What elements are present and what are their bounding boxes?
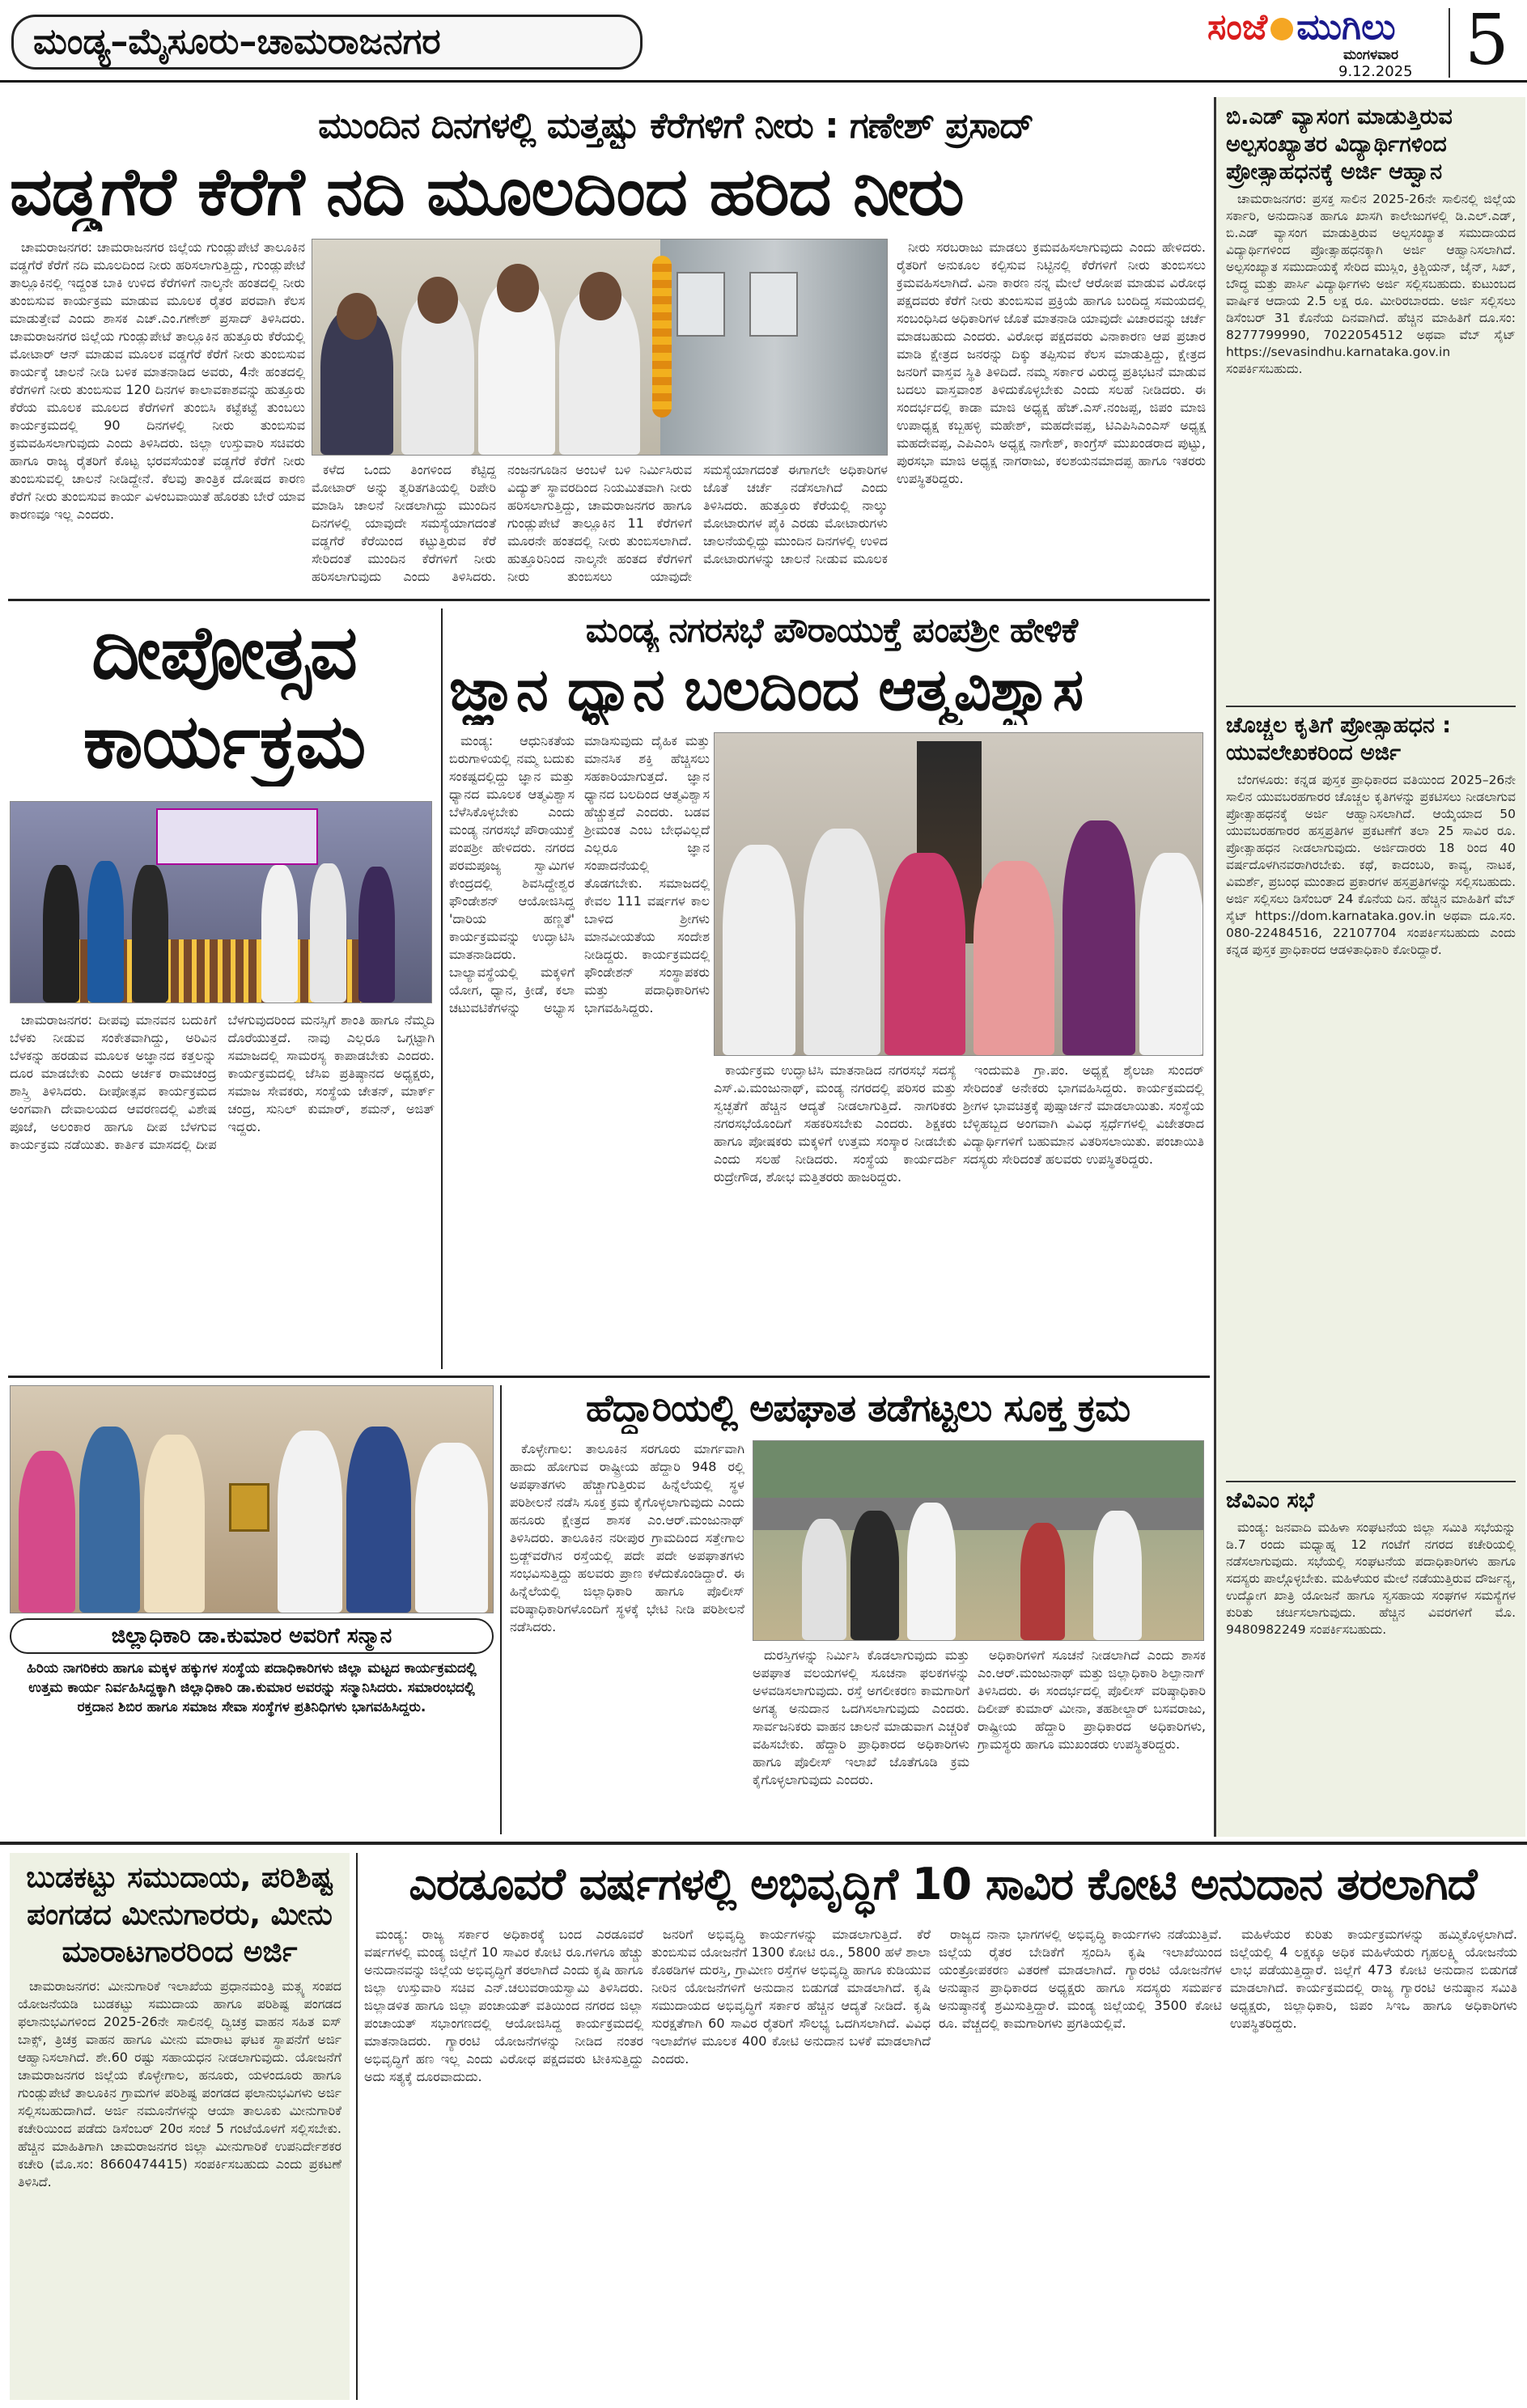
person — [723, 845, 795, 1055]
story2-headline: ದೀಪೋತ್ಸವ ಕಾರ್ಯಕ್ರಮ — [83, 609, 366, 785]
person — [973, 861, 1054, 1055]
issue-date: 9.12.2025 — [1338, 63, 1413, 80]
story1-kicker: ಮುಂದಿನ ದಿನಗಳಲ್ಲಿ ಮತ್ತಷ್ಟು ಕೆರೆಗಳಿಗೆ ನೀರು : ಗಣೇಶ್ ಪ್ರಸಾದ್ — [318, 105, 1033, 146]
person-head — [337, 293, 377, 340]
person — [415, 1443, 488, 1613]
story5-col3: ಅಧಿಕಾರಿಗಳಿಗೆ ಸೂಚನೆ ನೀಡಲಾಗಿದೆ ಎಂದು ಶಾಸಕ ಎಂ.ಆರ್.ಮಂಜುನಾಥ್ ಮತ್ತು ಜಿಲ್ಲಾಧಿಕಾರಿ ಶಿಲ್ಪಾನಾಗ್ ತಿಳಿಸಿದರು. ಈ ಸಂದರ್ಭದಲ್ಲಿ ಪೊಲೀಸ್ ವರಿಷ್ಠಾಧಿಕಾರಿ ದಿಲೀಪ್ ಕುಮಾರ್ ಮೀನಾ, ತಹಶೀಲ್ದಾರ್ ಬಸವರಾಜು, ರಾಷ್ಟ್ರೀಯ ಹೆದ್ದಾರಿ ಪ್ರಾಧಿಕಾರದ ಅಧಿಕಾರಿಗಳು, ಗ್ರಾಮಸ್ಥರು ಹಾಗೂ ಮುಖಂಡರು ಉಪಸ್ಥಿತರಿದ್ದರು. — [978, 1647, 1206, 1752]
divider — [356, 1853, 358, 2400]
story7-c4: ಮಹಿಳೆಯರ ಕುರಿತು ಕಾರ್ಯಕ್ರಮಗಳನ್ನು ಹಮ್ಮಿಕೊಳ್ಳಲಾಗಿದೆ. ಜಿಲ್ಲೆಯಲ್ಲಿ 4 ಲಕ್ಷಕ್ಕೂ ಅಧಿಕ ಮಹಿಳೆಯರು ಗೃಹಲಕ್ಷ್ಮಿ ಯೋಜನೆಯ ಲಾಭ ಪಡೆಯುತ್ತಿದ್ದಾರೆ. ಜಿಲ್ಲೆಗೆ 473 ಕೋಟಿ ಅನುದಾನ ಬಿಡುಗಡೆ ಮಾಡಲಾಗಿದೆ. ಕಾರ್ಯಕ್ರಮದಲ್ಲಿ ರಾಜ್ಯ ಗ್ಯಾರಂಟಿ ಅನುಷ್ಠಾನ ಸಮಿತಿ ಅಧ್ಯಕ್ಷರು, ಜಿಲ್ಲಾಧಿಕಾರಿ, ಜಿಪಂ ಸಿಇಒ ಹಾಗೂ ಅಧಿಕಾರಿಗಳು ಉಪಸ್ಥಿತರಿದ್ದರು. — [1230, 1927, 1517, 2031]
person — [804, 829, 880, 1055]
person — [87, 861, 124, 1003]
page-number: 5 — [1465, 0, 1509, 81]
story1-photo — [312, 239, 888, 456]
story3-col-left: ಮಂಡ್ಯ: ಆಧುನಿಕತೆಯ ಬಿರುಗಾಳಿಯಲ್ಲಿ ನಮ್ಮ ಬದುಕು ಸಂಕಷ್ಟದಲ್ಲಿದ್ದು ಜ್ಞಾನ ಮತ್ತು ಧ್ಯಾನದ ಮೂಲಕ ಆತ್ಮವಿಶ್ವಾಸ ಬೆಳೆಸಿಕೊಳ್ಳಬೇಕು ಎಂದು ಮಂಡ್ಯ ನಗರಸಭೆ ಪೌರಾಯುಕ್ತೆ ಪಂಪಶ್ರೀ ಹೇಳಿದರು. ನಗರದ ಪರಮಪೂಜ್ಯ ಸ್ವಾಮಿಗಳ ಕೇಂದ್ರದಲ್ಲಿ ಶಿವಸಿದ್ದೇಶ್ವರ ಫೌಂಡೇಶನ್ ಆಯೋಜಿಸಿದ್ದ 'ದಾರಿಯ ಹಣ್ಣತೆ' ಕಾರ್ಯಕ್ರಮವನ್ನು ಉದ್ಘಾಟಿಸಿ ಮಾತನಾಡಿದರು. ಬಾಲ್ಯಾವಸ್ಥೆಯಲ್ಲಿ ಮಕ್ಕಳಿಗೆ ಯೋಗ, ಧ್ಯಾನ, ಕ್ರೀಡೆ, ಕಲಾ ಚಟುವಟಿಕೆಗಳನ್ನು ಅಭ್ಯಾಸ ಮಾಡಿಸುವುದು ದೈಹಿಕ ಮತ್ತು ಮಾನಸಿಕ ಶಕ್ತಿ ಹೆಚ್ಚಿಸಲು ಸಹಕಾರಿಯಾಗುತ್ತದೆ. ಜ್ಞಾನ ಧ್ಯಾನದ ಬಲದಿಂದ ಆತ್ಮವಿಶ್ವಾಸ ಹೆಚ್ಚುತ್ತದೆ ಎಂದರು. ಬಡವ ಶ್ರೀಮಂತ ಎಂಬ ಬೇಧವಿಲ್ಲದೆ ಎಲ್ಲರೂ ಜ್ಞಾನ ಸಂಪಾದನೆಯಲ್ಲಿ ತೊಡಗಬೇಕು. ಸಮಾಜದಲ್ಲಿ ಕೇವಲ 111 ವರ್ಷಗಳ ಕಾಲ ಬಾಳಿದ ಶ್ರೀಗಳು ಮಾನವೀಯತೆಯ ಸಂದೇಶ ನೀಡಿದ್ದರು. ಕಾರ್ಯಕ್ರಮದಲ್ಲಿ ಫೌಂಡೇಶನ್ ಸಂಸ್ಥಾಪಕರು ಮತ್ತು ಪದಾಧಿಕಾರಿಗಳು ಭಾಗವಹಿಸಿದ್ದರು. — [449, 733, 710, 1015]
person — [132, 865, 168, 1003]
story3-col-right-a: ಕಾರ್ಯಕ್ರಮ ಉದ್ಘಾಟಿಸಿ ಮಾತನಾಡಿದ ನಗರಸಭೆ ಸದಸ್ಯೆ ಎಸ್.ವಿ.ಮಂಜುನಾಥ್, ಮಂಡ್ಯ ನಗರದಲ್ಲಿ ಪರಿಸರ ಮತ್ತು ಸ್ವಚ್ಛತೆಗೆ ಹೆಚ್ಚಿನ ಆದ್ಯತೆ ನೀಡಲಾಗುತ್ತಿದೆ. ನಾಗರಿಕರು ನಗರಸಭೆಯೊಂದಿಗೆ ಸಹಕರಿಸಬೇಕು ಎಂದರು. ಶಿಕ್ಷಕರು ಹಾಗೂ ಪೋಷಕರು ಮಕ್ಕಳಿಗೆ ಉತ್ತಮ ಸಂಸ್ಕಾರ ನೀಡಬೇಕು ಎಂದು ಸಲಹೆ ನೀಡಿದರು. ಸಂಸ್ಥೆಯ ಕಾರ್ಯದರ್ಶಿ ರುದ್ರೇಗೌಡ, ಶೋಭ ಮತ್ತಿತರರು ಹಾಜರಿದ್ದರು. — [714, 1062, 956, 1185]
story5-headline: ಹೆದ್ದಾರಿಯಲ್ಲಿ ಅಪಘಾತ ತಡೆಗಟ್ಟಲು ಸೂಕ್ತ ಕ್ರಮ — [585, 1386, 1130, 1430]
issue-day: ಮಂಗಳವಾರ — [1343, 47, 1399, 63]
notice1-body: ಚಾಮರಾಜನಗರ: ಪ್ರಸಕ್ತ ಸಾಲಿನ 2025-26ನೇ ಸಾಲಿನಲ್ಲಿ ಜಿಲ್ಲೆಯ ಸರ್ಕಾರಿ, ಅನುದಾನಿತ ಹಾಗೂ ಖಾಸಗಿ ಕಾಲೇಜುಗಳಲ್ಲಿ ಡಿ.ಎಲ್.ಎಡ್, ಬಿ.ಎಡ್ ವ್ಯಾಸಂಗ ಮಾಡುತ್ತಿರುವ ಅಲ್ಪಸಂಖ್ಯಾತ ಸಮುದಾಯದ ವಿದ್ಯಾರ್ಥಿಗಳಿಂದ ಪ್ರೋತ್ಸಾಹಧನಕ್ಕಾಗಿ ಅರ್ಜಿ ಆಹ್ವಾನಿಸಲಾಗಿದೆ. ಅಲ್ಪಸಂಖ್ಯಾತ ಸಮುದಾಯಕ್ಕೆ ಸೇರಿದ ಮುಸ್ಲಿಂ, ಕ್ರಿಶ್ಚಿಯನ್, ಜೈನ್, ಸಿಖ್, ಬೌದ್ಧ ಮತ್ತು ಪಾರ್ಸಿ ವಿದ್ಯಾರ್ಥಿಗಳು ಅರ್ಜಿ ಸಲ್ಲಿಸಬಹುದು. ಕುಟುಂಬದ ವಾರ್ಷಿಕ ಆದಾಯ 2.5 ಲಕ್ಷ ರೂ. ಮೀರಿರಬಾರದು. ಅರ್ಜಿ ಸಲ್ಲಿಸಲು ಡಿಸೆಂಬರ್ 31 ಕೊನೆಯ ದಿನವಾಗಿದೆ. ಹೆಚ್ಚಿನ ಮಾಹಿತಿಗೆ ದೂ.ಸಂ: 8277799990, 7022054512 ಅಥವಾ ವೆಬ್ ಸೈಟ್ https://sevasindhu.karnataka.gov.in ಸಂಪರ್ಕಿಸಬಹುದು. — [1226, 192, 1516, 376]
person — [144, 1435, 205, 1613]
section-title: ಮಂಡ್ಯ–ಮೈಸೂರು–ಚಾಮರಾಜನಗರ — [11, 15, 643, 70]
divider — [8, 1376, 1210, 1378]
divider — [1226, 706, 1516, 707]
story6-body: ಚಾಮರಾಜನಗರ: ಮೀನುಗಾರಿಕೆ ಇಲಾಖೆಯ ಪ್ರಧಾನಮಂತ್ರಿ ಮತ್ಸ್ಯ ಸಂಪದ ಯೋಜನೆಯಡಿ ಬುಡಕಟ್ಟು ಸಮುದಾಯ ಹಾಗೂ ಪರಿಶಿಷ್ಟ ಪಂಗಡದ ಫಲಾನುಭವಿಗಳಿಂದ 2025-26ನೇ ಸಾಲಿನಲ್ಲಿ ದ್ವಿಚಕ್ರ ವಾಹನ ಸಹಿತ ಐಸ್ ಬಾಕ್ಸ್, ತ್ರಿಚಕ್ರ ವಾಹನ ಹಾಗೂ ಮೀನು ಮಾರಾಟ ಘಟಕ ಸ್ಥಾಪನೆಗೆ ಅರ್ಜಿ ಆಹ್ವಾನಿಸಲಾಗಿದೆ. ಶೇ.60 ರಷ್ಟು ಸಹಾಯಧನ ನೀಡಲಾಗುವುದು. ಯೋಜನೆಗೆ ಚಾಮರಾಜನಗರ ಜಿಲ್ಲೆಯ ಕೊಳ್ಳೇಗಾಲ, ಹನೂರು, ಯಳಂದೂರು ಹಾಗೂ ಗುಂಡ್ಲುಪೇಟೆ ತಾಲೂಕಿನ ಗ್ರಾಮಗಳ ಪರಿಶಿಷ್ಟ ಪಂಗಡದ ಫಲಾನುಭವಿಗಳು ಅರ್ಜಿ ಸಲ್ಲಿಸಬಹುದಾಗಿದೆ. ಅರ್ಜಿ ನಮೂನೆಗಳನ್ನು ಆಯಾ ತಾಲೂಕು ಮೀನುಗಾರಿಕೆ ಕಚೇರಿಯಿಂದ ಪಡೆದು ಡಿಸೆಂಬರ್ 20ರ ಸಂಜೆ 5 ಗಂಟೆಯೊಳಗೆ ಸಲ್ಲಿಸಬೇಕು. ಹೆಚ್ಚಿನ ಮಾಹಿತಿಗಾಗಿ ಚಾಮರಾಜನಗರ ಜಿಲ್ಲಾ ಮೀನುಗಾರಿಕೆ ಉಪನಿರ್ದೇಶಕರ ಕಚೇರಿ (ಮೊ.ಸಂ: 8660474415) ಸಂಪರ್ಕಿಸಬಹುದು ಎಂದು ಪ್ರಕಟಣೆ ತಿಳಿಸಿದೆ. — [18, 1978, 341, 2190]
story3-col-right-b: ಇಂದುಮತಿ ಗ್ರಾ.ಪಂ. ಅಧ್ಯಕ್ಷೆ ಶೈಲಜಾ ಸುಂದರ್ ಸೇರಿದಂತೆ ಅನೇಕರು ಭಾಗವಹಿಸಿದ್ದರು. ಕಾರ್ಯಕ್ರಮದಲ್ಲಿ ಶ್ರೀಗಳ ಭಾವಚಿತ್ರಕ್ಕೆ ಪುಷ್ಪಾರ್ಚನೆ ಮಾಡಲಾಯಿತು. ಸಂಸ್ಥೆಯ ಬೆಳ್ಳಿಹಬ್ಬದ ಅಂಗವಾಗಿ ವಿವಿಧ ಸ್ಪರ್ಧೆಗಳಲ್ಲಿ ವಿಜೇತರಾದ ವಿದ್ಯಾರ್ಥಿಗಳಿಗೆ ಬಹುಮಾನ ವಿತರಿಸಲಾಯಿತು. ಪಂಚಾಯಿತಿ ಸದಸ್ಯರು ಸೇರಿದಂತೆ ಹಲವರು ಉಪಸ್ಥಿತರಿದ್ದರು. — [963, 1062, 1204, 1167]
person — [19, 1451, 75, 1613]
person — [907, 1503, 956, 1640]
masthead — [0, 0, 1527, 83]
story1-col1: ಚಾಮರಾಜನಗರ: ಚಾಮರಾಜನಗರ ಜಿಲ್ಲೆಯ ಗುಂಡ್ಲುಪೇಟೆ ತಾಲೂಕಿನ ವಡ್ಡಗೆರೆ ಕೆರೆಗೆ ನದಿ ಮೂಲದಿಂದ ನೀರು ಹರಿಸಲಾಗುತ್ತಿದ್ದು, ಗುಂಡ್ಲುಪೇಟೆ ತಾಲ್ಲೂಕಿನಲ್ಲಿ ಇದ್ದಂತ ಬಾಕಿ ಉಳಿದ ಕೆರೆಗಳಿಗೆ ನಾಲ್ಕನೇ ಹಂತದಲ್ಲಿ ನೀರು ತುಂಬಿಸುವ ಕಾರ್ಯಕ್ರಮ ಮಾಡುವ ಮೂಲಕ ರೈತರ ಪರವಾಗಿ ಕೆಲಸ ಮಾಡುತ್ತೇವೆ ಎಂದು ಶಾಸಕ ಎಚ್.ಎಂ.ಗಣೇಶ್ ಪ್ರಸಾದ್ ತಿಳಿಸಿದರು. ಚಾಮರಾಜನಗರ ಜಿಲ್ಲೆಯ ಗುಂಡ್ಲುಪೇಟೆ ತಾಲ್ಲೂಕಿನ ಹುತ್ತೂರು ಕೆರೆಯಲ್ಲಿ ಮೋಟಾರ್ ಆನ್ ಮಾಡುವ ಮೂಲಕ ವಡ್ಡಗೆರೆ ಕೆರೆಗೆ ನೀರು ತುಂಬಿಸುವ ಕಾರ್ಯಕ್ಕೆ ಚಾಲನೆ ನೀಡಿ ಬಳಿಕ ಮಾತನಾಡಿದ ಅವರು, 4ನೇ ಹಂತದಲ್ಲಿ ಕೆರೆಗಳಿಗೆ ನೀರು ತುಂಬಿಸುವ 120 ದಿನಗಳ ಕಾಲಾವಕಾಶವನ್ನು ಹುತ್ತೂರು ಕೆರೆಯ ಮೂಲಕ ಮೂಲದ ಕೆರೆಗಳಿಗೆ ತುಂಬಿಸಿ ಕಟ್ಟೆಕಟ್ಟೆ ತುಂಬಲು ಕಾರ್ಯಕ್ರಮದಲ್ಲಿ 90 ದಿನಗಳಲ್ಲಿ ನೀರು ತುಂಬಿಸುವ ಕ್ರಮವಹಿಸಲಾಗುವುದು ಎಂದು ತಿಳಿಸಿದರು. ಜಿಲ್ಲಾ ಉಸ್ತುವಾರಿ ಸಚಿವರು ಹಾಗೂ ರಾಜ್ಯ ರೈತರಿಗೆ ಕೊಟ್ಟ ಭರವಸೆಯಂತೆ ವಡ್ಡಗೆರೆ ಕೆರೆಗೆ ನೀರು ತುಂಬಿಸುವಲ್ಲಿ ಚಾಲನೆ ನೀಡಿದ್ದೇನೆ. ಕೆಲವು ತಾಂತ್ರಿಕ ದೋಷದ ಕಾರಣ ಕೆರೆಗೆ ನೀರು ತುಂಬಿಸುವ ಕಾರ್ಯ ವಿಳಂಬವಾಯಿತೆ ಹೊರತು ಬೇರೆ ಯಾವ ಕಾರಣವೂ ಇಲ್ಲ ಎಂದರು. — [10, 240, 305, 522]
story1-col-under-photo: ಕಳೆದ ಒಂದು ತಿಂಗಳಿಂದ ಕೆಟ್ಟಿದ್ದ ಮೋಟಾರ್ ಅನ್ನು ತ್ವರಿತಗತಿಯಲ್ಲಿ ರಿಪೇರಿ ಮಾಡಿಸಿ ಚಾಲನೆ ನೀಡಲಾಗಿದ್ದು ಮುಂದಿನ ದಿನಗಳಲ್ಲಿ ಯಾವುದೇ ಸಮಸ್ಯೆಯಾಗದಂತೆ ವಡ್ಡಗೆರೆ ಕೆರೆಯಿಂದ ಕಟ್ಟುತ್ತಿರುವ ಕೆರೆ ಸೇರಿದಂತೆ ಮುಂದಿನ ಕೆರೆಗಳಿಗೆ ನೀರು ಹರಿಸಲಾಗುವುದು ಎಂದು ತಿಳಿಸಿದರು. ನಂಜನಗೂಡಿನ ಅಂಬಳೆ ಬಳಿ ನಿರ್ಮಿಸಿರುವ ವಿದ್ಯುತ್ ಸ್ಥಾವರದಿಂದ ನಿಯಮಿತವಾಗಿ ನೀರು ಹರಿಸಲಾಗುತ್ತಿದ್ದು, ಚಾಮರಾಜನಗರ ಹಾಗೂ ಗುಂಡ್ಲುಪೇಟೆ ತಾಲ್ಲೂಕಿನ 11 ಕೆರೆಗಳಿಗೆ ಮೂರನೇ ಹಂತದಲ್ಲಿ ನೀರು ತುಂಬಿಸಲಾಗಿದೆ. ಹುತ್ತೂರಿನಿಂದ ನಾಲ್ಕನೇ ಹಂತದ ಕೆರೆಗಳಿಗೆ ನೀರು ತುಂಬಿಸಲು ಯಾವುದೇ ಸಮಸ್ಯೆಯಾಗದಂತೆ ಈಗಾಗಲೇ ಅಧಿಕಾರಿಗಳ ಜೊತೆ ಚರ್ಚೆ ನಡೆಸಲಾಗಿದೆ ಎಂದು ತಿಳಿಸಿದರು. ಹುತ್ತೂರು ಕೆರೆಯಲ್ಲಿ ನಾಲ್ಕು ಮೋಟಾರುಗಳ ಪೈಕಿ ಎರಡು ಮೋಟಾರುಗಳು ಚಾಲನೆಯಲ್ಲಿದ್ದು ಮುಂದಿನ ದಿನಗಳಲ್ಲಿ ಉಳಿದ ಮೋಟಾರುಗಳನ್ನು ಚಾಲನೆ ನೀಡುವ ಮೂಲಕ — [312, 462, 888, 584]
person — [261, 865, 298, 1003]
story3-headline: ಜ್ಞಾನ ಧ್ಯಾನ ಬಲದಿಂದ ಆತ್ಮವಿಶ್ವಾಸ — [449, 655, 1084, 723]
person — [358, 867, 395, 1003]
person — [1020, 1523, 1065, 1640]
story5-photo — [753, 1440, 1204, 1641]
divider — [1226, 1481, 1516, 1482]
notice2-heading: ಚೊಚ್ಚಲ ಕೃತಿಗೆ ಪ್ರೋತ್ಸಾಹಧನ : ಯುವಲೇಖಕರಿಂದ ಅರ್ಜಿ — [1226, 713, 1452, 765]
story7-c3: ರಾಜ್ಯದ ನಾನಾ ಭಾಗಗಳಲ್ಲಿ ಅಭಿವೃದ್ಧಿ ಕಾರ್ಯಗಳು ನಡೆಯುತ್ತಿವೆ. ಜಿಲ್ಲೆಯ ರೈತರ ಬೇಡಿಕೆಗೆ ಸ್ಪಂದಿಸಿ ಕೃಷಿ ಇಲಾಖೆಯಿಂದ ಯಂತ್ರೋಪಕರಣ ವಿತರಣೆ ಮಾಡಲಾಗಿದೆ. ಗ್ಯಾರಂಟಿ ಯೋಜನೆಗಳ ಅನುಷ್ಠಾನ ಪ್ರಾಧಿಕಾರದ ಅಧ್ಯಕ್ಷರು ಹಾಗೂ ಸದಸ್ಯರು ಸಮರ್ಪಕ ಅನುಷ್ಠಾನಕ್ಕೆ ಶ್ರಮಿಸುತ್ತಿದ್ದಾರೆ. ಮಂಡ್ಯ ಜಿಲ್ಲೆಯಲ್ಲಿ 3500 ಕೋಟಿ ರೂ. ವೆಚ್ಚದಲ್ಲಿ ಕಾಮಗಾರಿಗಳು ಪ್ರಗತಿಯಲ್ಲಿವೆ. — [939, 1927, 1222, 2031]
person — [850, 1511, 899, 1640]
story3-photo — [714, 732, 1203, 1056]
notices-sidebar — [1214, 97, 1525, 1837]
event-banner — [156, 808, 318, 865]
story5-col2: ದುರಸ್ತಿಗಳನ್ನು ನಿರ್ಮಿಸಿ ಕೊಡಲಾಗುವುದು ಮತ್ತು ಅಪಘಾತ ವಲಯಗಳಲ್ಲಿ ಸೂಚನಾ ಫಲಕಗಳನ್ನು ಅಳವಡಿಸಲಾಗುವುದು. ರಸ್ತೆ ಅಗಲೀಕರಣ ಕಾಮಗಾರಿಗೆ ಅಗತ್ಯ ಅನುದಾನ ಒದಗಿಸಲಾಗುವುದು ಎಂದರು. ಸಾರ್ವಜನಿಕರು ವಾಹನ ಚಾಲನೆ ಮಾಡುವಾಗ ಎಚ್ಚರಿಕೆ ವಹಿಸಬೇಕು. ಹೆದ್ದಾರಿ ಪ್ರಾಧಿಕಾರದ ಅಧಿಕಾರಿಗಳು ಹಾಗೂ ಪೊಲೀಸ್ ಇಲಾಖೆ ಜೊತೆಗೂಡಿ ಕ್ರಮ ಕೈಗೊಳ್ಳಲಾಗುವುದು ಎಂದರು. — [753, 1647, 969, 1787]
story4-caption-body: ಹಿರಿಯ ನಾಗರಿಕರು ಹಾಗೂ ಮಕ್ಕಳ ಹಕ್ಕುಗಳ ಸಂಸ್ಥೆಯ ಪದಾಧಿಕಾರಿಗಳು ಜಿಲ್ಲಾ ಮಟ್ಟದ ಕಾರ್ಯಕ್ರಮದಲ್ಲಿ ಉತ್ತಮ ಕಾರ್ಯ ನಿರ್ವಹಿಸಿದ್ದಕ್ಕಾಗಿ ಜಿಲ್ಲಾಧಿಕಾರಿ ಡಾ.ಕುಮಾರ ಅವರನ್ನು ಸನ್ಮಾನಿಸಿದರು. ಸಮಾರಂಭದಲ್ಲಿ ರಕ್ತದಾನ ಶಿಬಿರ ಹಾಗೂ ಸಮಾಜ ಸೇವಾ ಸಂಸ್ಥೆಗಳ ಪ್ರತಿನಿಧಿಗಳು ಭಾಗವಹಿಸಿದ್ದರು. — [27, 1660, 477, 1715]
story2-headline-box — [10, 608, 439, 795]
person — [1093, 1511, 1142, 1640]
person — [346, 1427, 411, 1613]
story6-box — [10, 1853, 350, 2400]
story2-body: ಚಾಮರಾಜನಗರ: ದೀಪವು ಮಾನವನ ಬದುಕಿಗೆ ಬೆಳಕು ನೀಡುವ ಸಂಕೇತವಾಗಿದ್ದು, ಅರಿವಿನ ಬೆಳಕನ್ನು ಹರಡುವ ಮೂಲಕ ಅಜ್ಞಾನದ ಕತ್ತಲನ್ನು ದೂರ ಮಾಡಬೇಕು ಎಂದು ಅರ್ಚಕ ರಾಮಚಂದ್ರ ಶಾಸ್ತ್ರಿ ತಿಳಿಸಿದರು. ದೀಪೋತ್ಸವ ಕಾರ್ಯಕ್ರಮದ ಅಂಗವಾಗಿ ದೇವಾಲಯದ ಆವರಣದಲ್ಲಿ ವಿಶೇಷ ಪೂಜೆ, ಅಲಂಕಾರ ಹಾಗೂ ದೀಪ ಬೆಳಗುವ ಕಾರ್ಯಕ್ರಮ ನಡೆಯಿತು. ಕಾರ್ತಿಕ ಮಾಸದಲ್ಲಿ ದೀಪ ಬೆಳಗುವುದರಿಂದ ಮನಸ್ಸಿಗೆ ಶಾಂತಿ ಹಾಗೂ ನೆಮ್ಮದಿ ದೊರೆಯುತ್ತದೆ. ನಾವು ಎಲ್ಲರೂ ಒಗ್ಗಟ್ಟಾಗಿ ಸಮಾಜದಲ್ಲಿ ಸಾಮರಸ್ಯ ಕಾಪಾಡಬೇಕು ಎಂದರು. ಕಾರ್ಯಕ್ರಮದಲ್ಲಿ ಜೆಸಿಐ ಪ್ರತಿಷ್ಠಾನದ ಅಧ್ಯಕ್ಷರು, ಸಮಾಜ ಸೇವಕರು, ಸಂಸ್ಥೆಯ ಚೇತನ್, ಮಾರ್ಕ್ ಚಂದ್ರ, ಸುನಿಲ್ ಕುಮಾರ್, ಶಮನ್, ಅಜಿತ್ ಇದ್ದರು. — [10, 1012, 435, 1152]
story7-c1: ಮಂಡ್ಯ: ರಾಜ್ಯ ಸರ್ಕಾರ ಅಧಿಕಾರಕ್ಕೆ ಬಂದ ಎರಡೂವರೆ ವರ್ಷಗಳಲ್ಲಿ ಮಂಡ್ಯ ಜಿಲ್ಲೆಗೆ 10 ಸಾವಿರ ಕೋಟಿ ರೂ.ಗಳಿಗೂ ಹೆಚ್ಚು ಅನುದಾನವನ್ನು ಜಿಲ್ಲೆಯ ಅಭಿವೃದ್ಧಿಗೆ ತರಲಾಗಿದೆ ಎಂದು ಕೃಷಿ ಹಾಗೂ ಜಿಲ್ಲಾ ಉಸ್ತುವಾರಿ ಸಚಿವ ಎನ್.ಚಲುವರಾಯಸ್ವಾಮಿ ತಿಳಿಸಿದರು. ಜಿಲ್ಲಾಡಳಿತ ಹಾಗೂ ಜಿಲ್ಲಾ ಪಂಚಾಯತ್ ವತಿಯಿಂದ ನಗರದ ಜಿಲ್ಲಾ ಪಂಚಾಯತ್ ಸಭಾಂಗಣದಲ್ಲಿ ಆಯೋಜಿಸಿದ್ದ ಕಾರ್ಯಕ್ರಮದಲ್ಲಿ ಮಾತನಾಡಿದರು. ಗ್ಯಾರಂಟಿ ಯೋಜನೆಗಳನ್ನು ನೀಡಿದ ನಂತರ ಅಭಿವೃದ್ಧಿಗೆ ಹಣ ಇಲ್ಲ ಎಂದು ವಿರೋಧ ಪಕ್ಷದವರು ಟೀಕಿಸುತ್ತಿದ್ದು ಅದು ಸತ್ಯಕ್ಕೆ ದೂರವಾದುದು. — [364, 1927, 643, 2084]
person — [802, 1519, 846, 1640]
person — [884, 853, 965, 1055]
sun-palm-icon — [1270, 18, 1293, 40]
award-plaque — [229, 1483, 269, 1532]
person-head — [497, 264, 539, 312]
notice2-body: ಬೆಂಗಳೂರು: ಕನ್ನಡ ಪುಸ್ತಕ ಪ್ರಾಧಿಕಾರದ ವತಿಯಿಂದ 2025–26ನೇ ಸಾಲಿನ ಯುವಬರಹಗಾರರ ಚೊಚ್ಚಲ ಕೃತಿಗಳನ್ನು ಪ್ರಕಟಿಸಲು ನೀಡಲಾಗುವ ಪ್ರೋತ್ಸಾಹಧನಕ್ಕೆ ಅರ್ಜಿ ಆಹ್ವಾನಿಸಲಾಗಿದೆ. ಆಯ್ಕೆಯಾದ 50 ಯುವಬರಹಗಾರರ ಹಸ್ತಪ್ರತಿಗಳ ಪ್ರಕಟಣೆಗೆ ತಲಾ 25 ಸಾವಿರ ರೂ. ಪ್ರೋತ್ಸಾಹಧನ ನೀಡಲಾಗುವುದು. ಅರ್ಜಿದಾರರು 18 ರಿಂದ 40 ವರ್ಷದೊಳಗಿನವರಾಗಿರಬೇಕು. ಕಥೆ, ಕಾದಂಬರಿ, ಕಾವ್ಯ, ನಾಟಕ, ವಿಮರ್ಶೆ, ಪ್ರಬಂಧ ಮುಂತಾದ ಪ್ರಕಾರಗಳ ಹಸ್ತಪ್ರತಿಗಳನ್ನು ಸಲ್ಲಿಸಬಹುದು. ಅರ್ಜಿ ಸಲ್ಲಿಸಲು ಡಿಸೆಂಬರ್ 24 ಕೊನೆಯ ದಿನ. ಹೆಚ್ಚಿನ ಮಾಹಿತಿಗೆ ವೆಬ್ ಸೈಟ್ https://dom.karnataka.gov.in ಅಥವಾ ದೂ.ಸಂ. 080-22484516, 22107704 ಸಂಪರ್ಕಿಸಬಹುದು ಎಂದು ಕನ್ನಡ ಪುಸ್ತಕ ಪ್ರಾಧಿಕಾರದ ಆಡಳಿತಾಧಿಕಾರಿ ಕೋರಿದ್ದಾರೆ. — [1226, 773, 1516, 957]
story1-headline: ವಡ್ಡಗೆರೆ ಕೆರೆಗೆ ನದಿ ಮೂಲದಿಂದ ಹರಿದ ನೀರು — [10, 154, 964, 231]
story6-headline: ಬುಡಕಟ್ಟು ಸಮುದಾಯ, ಪರಿಶಿಷ್ಟ ಪಂಗಡದ ಮೀನುಗಾರರು, ಮೀನು ಮಾರಾಟಗಾರರಿಂದ ಅರ್ಜಿ — [26, 1861, 333, 1969]
flower-garland — [652, 256, 672, 418]
panel-meter — [677, 272, 725, 337]
panel-meter — [749, 272, 798, 337]
story4-photo — [10, 1385, 494, 1613]
person — [278, 1431, 342, 1613]
notice3-body: ಮಂಡ್ಯ: ಜನವಾದಿ ಮಹಿಳಾ ಸಂಘಟನೆಯ ಜಿಲ್ಲಾ ಸಮಿತಿ ಸಭೆಯನ್ನು ಡಿ.7 ರಂದು ಮಧ್ಯಾಹ್ನ 12 ಗಂಟೆಗೆ ನಗರದ ಕಚೇರಿಯಲ್ಲಿ ನಡೆಸಲಾಗುವುದು. ಸಭೆಯಲ್ಲಿ ಸಂಘಟನೆಯ ಪದಾಧಿಕಾರಿಗಳು ಹಾಗೂ ಸದಸ್ಯರು ಪಾಲ್ಗೊಳ್ಳಬೇಕು. ಮಹಿಳೆಯರ ಮೇಲೆ ನಡೆಯುತ್ತಿರುವ ದೌರ್ಜನ್ಯ, ಉದ್ಯೋಗ ಖಾತ್ರಿ ಯೋಜನೆ ಹಾಗೂ ಸ್ವಸಹಾಯ ಸಂಘಗಳ ಸಮಸ್ಯೆಗಳ ಕುರಿತು ಚರ್ಚಿಸಲಾಗುವುದು. ಹೆಚ್ಚಿನ ವಿವರಗಳಿಗೆ ಮೊ. 9480982249 ಸಂಪರ್ಕಿಸಬಹುದು. — [1226, 1520, 1516, 1637]
story4-caption-title: ಜಿಲ್ಲಾಧಿಕಾರಿ ಡಾ.ಕುಮಾರ ಅವರಿಗೆ ಸನ್ಮಾನ — [10, 1618, 494, 1654]
notice3-heading: ಜೆವಿಎಂ ಸಭೆ — [1226, 1488, 1315, 1513]
person — [1139, 853, 1203, 1055]
person-head — [579, 272, 621, 320]
story2-photo — [10, 801, 432, 1003]
person — [310, 863, 346, 1003]
divider — [441, 608, 443, 1369]
logo-word-b: ಮುಗಿಲು — [1296, 6, 1396, 48]
person — [79, 1427, 140, 1613]
newspaper-logo — [1207, 6, 1466, 49]
story7-c2: ಜನರಿಗೆ ಅಭಿವೃದ್ಧಿ ಕಾರ್ಯಗಳನ್ನು ಮಾಡಲಾಗುತ್ತಿದೆ. ಕೆರೆ ತುಂಬಿಸುವ ಯೋಜನೆಗೆ 1300 ಕೋಟಿ ರೂ., 5800 ಹಳೆ ಶಾಲಾ ಕೊಠಡಿಗಳ ದುರಸ್ತಿ, ಗ್ರಾಮೀಣ ರಸ್ತೆಗಳ ಅಭಿವೃದ್ಧಿ ಹಾಗೂ ಕುಡಿಯುವ ನೀರಿನ ಯೋಜನೆಗಳಿಗೆ ಅನುದಾನ ಬಿಡುಗಡೆ ಮಾಡಲಾಗಿದೆ. ಕೃಷಿ ಸಮುದಾಯದ ಅಭಿವೃದ್ಧಿಗೆ ಸರ್ಕಾರ ಹೆಚ್ಚಿನ ಆದ್ಯತೆ ನೀಡಿದೆ. ಕೃಷಿ ಸುರಕ್ಷತೆಗಾಗಿ 60 ಸಾವಿರ ರೈತರಿಗೆ ಸೌಲಭ್ಯ ಒದಗಿಸಲಾಗಿದೆ. ವಿವಿಧ ಇಲಾಖೆಗಳ ಮೂಲಕ 400 ಕೋಟಿ ಅನುದಾನ ಬಳಕೆ ಮಾಡಲಾಗಿದೆ ಎಂದರು. — [651, 1927, 931, 2067]
masthead-divider — [1449, 8, 1450, 78]
divider — [500, 1385, 502, 1834]
logo-word-a: ಸಂಜೆ — [1207, 6, 1268, 48]
person — [1063, 820, 1135, 1055]
notice1-heading: ಬಿ.ಎಡ್ ವ್ಯಾಸಂಗ ಮಾಡುತ್ತಿರುವ ಅಲ್ಪಸಂಖ್ಯಾತರ ವಿದ್ಯಾರ್ಥಿಗಳಿಂದ ಪ್ರೋತ್ಸಾಹಧನಕ್ಕೆ ಅರ್ಜಿ ಆಹ್ವಾನ — [1226, 104, 1453, 184]
story3-kicker: ಮಂಡ್ಯ ನಗರಸಭೆ ಪೌರಾಯುಕ್ತೆ ಪಂಪಶ್ರೀ ಹೇಳಿಕೆ — [585, 610, 1078, 650]
divider — [0, 1842, 1527, 1845]
story7-headline: ಎರಡೂವರೆ ವರ್ಷಗಳಲ್ಲಿ ಅಭಿವೃದ್ಧಿಗೆ 10 ಸಾವಿರ ಕೋಟಿ ಅನುದಾನ ತರಲಾಗಿದೆ — [409, 1859, 1477, 1910]
divider — [8, 599, 1210, 601]
person — [43, 865, 79, 1003]
trees — [753, 1441, 1204, 1498]
story5-col1: ಕೊಳ್ಳೇಗಾಲ: ತಾಲೂಕಿನ ಸರಗೂರು ಮಾರ್ಗವಾಗಿ ಹಾದು ಹೋಗುವ ರಾಷ್ಟ್ರೀಯ ಹೆದ್ದಾರಿ 948 ರಲ್ಲಿ ಅಪಘಾತಗಳು ಹೆಚ್ಚಾಗುತ್ತಿರುವ ಹಿನ್ನೆಲೆಯಲ್ಲಿ ಸ್ಥಳ ಪರಿಶೀಲನೆ ನಡೆಸಿ ಸೂಕ್ತ ಕ್ರಮ ಕೈಗೊಳ್ಳಲಾಗುವುದು ಎಂದು ಹನೂರು ಕ್ಷೇತ್ರದ ಶಾಸಕ ಎಂ.ಆರ್.ಮಂಜುನಾಥ್ ತಿಳಿಸಿದರು. ತಾಲೂಕಿನ ನರೀಪುರ ಗ್ರಾಮದಿಂದ ಸತ್ತೇಗಾಲ ಬ್ರಿಡ್ಜ್‌ವರೆಗಿನ ರಸ್ತೆಯಲ್ಲಿ ಪದೇ ಪದೇ ಅಪಘಾತಗಳು ಸಂಭವಿಸುತ್ತಿದ್ದು ಹಲವರು ಪ್ರಾಣ ಕಳೆದುಕೊಂಡಿದ್ದಾರೆ. ಈ ಹಿನ್ನೆಲೆಯಲ್ಲಿ ಜಿಲ್ಲಾಧಿಕಾರಿ ಹಾಗೂ ಪೊಲೀಸ್ ವರಿಷ್ಠಾಧಿಕಾರಿಗಳೊಂದಿಗೆ ಸ್ಥಳಕ್ಕೆ ಭೇಟಿ ನೀಡಿ ಪರಿಶೀಲನೆ ನಡೆಸಿದರು. — [510, 1441, 744, 1634]
story1-col3: ನೀರು ಸರಬರಾಜು ಮಾಡಲು ಕ್ರಮವಹಿಸಲಾಗುವುದು ಎಂದು ಹೇಳಿದರು. ರೈತರಿಗೆ ಅನುಕೂಲ ಕಲ್ಪಿಸುವ ನಿಟ್ಟಿನಲ್ಲಿ ಕೆರೆಗಳಿಗೆ ನೀರು ತುಂಬಿಸಲು ಕ್ರಮವಹಿಸಲಾಗಿದೆ. ವಿನಾ ಕಾರಣ ನನ್ನ ಮೇಲೆ ಆರೋಪ ಮಾಡುವ ವಿರೋಧ ಪಕ್ಷದವರು ಕೆರೆಗೆ ನೀರು ತುಂಬಿಸುವ ಪ್ರಕ್ರಿಯೆ ಹಾಗೂ ಬಂದಿದ್ದ ಸಮಯದಲ್ಲಿ ಸಂಬಂಧಿಸಿದ ಅಧಿಕಾರಿಗಳ ಜೊತೆ ಮಾತನಾಡಿ ಯಾವುದೇ ವಿಚಾರವನ್ನು ಚರ್ಚೆ ಮಾಡಬಹುದು ಎಂದರು. ವಿರೋಧ ಪಕ್ಷದವರು ವಿನಾಕಾರಣ ಆಪ ಪ್ರಚಾರ ಮಾಡಿ ಕ್ಷೇತ್ರದ ಜನರನ್ನು ದಿಕ್ಕು ತಪ್ಪಿಸುವ ಕೆಲಸ ಮಾಡುತ್ತಿದ್ದು, ಕ್ಷೇತ್ರದ ಜನರಿಗೆ ವಾಸ್ತವ ಸ್ಥಿತಿ ತಿಳಿದಿದೆ. ನಮ್ಮ ಸರ್ಕಾರ ವಿರುದ್ಧ ಪ್ರತಿಭಟನೆ ಮಾಡುವ ಬದಲು ವಾಸ್ತವಾಂಶ ತಿಳಿದುಕೊಳ್ಳಬೇಕು ಎಂದು ಸಲಹೆ ನೀಡಿದರು. ಈ ಸಂದರ್ಭದಲ್ಲಿ ಕಾಡಾ ಮಾಜಿ ಅಧ್ಯಕ್ಷ ಹೆಚ್.ಎಸ್.ನಂಜಪ್ಪ, ಜಿಪಂ ಮಾಜಿ ಉಪಾಧ್ಯಕ್ಷ ಕಬ್ಬಹಳ್ಳಿ ಮಹೇಶ್, ಮಹದೇವಪ್ಪ, ಟಿಎಪಿಸಿಎಂಎಸ್ ಅಧ್ಯಕ್ಷ ಮಹದೇವಪ್ಪ, ಎಪಿಎಂಸಿ ಅಧ್ಯಕ್ಷ ನಾಗೇಶ್, ಕಾಂಗ್ರೆಸ್ ಮುಖಂಡರಾದ ಪುಟ್ಟು, ಪುರಸಭಾ ಮಾಜಿ ಅಧ್ಯಕ್ಷ ನಾಗರಾಜು, ಕಲಶಯನಮಾದಪ್ಪ ಹಾಗೂ ಇತರರು ಉಪಸ್ಥಿತರಿದ್ದರು. — [897, 240, 1206, 486]
person-head — [418, 277, 458, 324]
